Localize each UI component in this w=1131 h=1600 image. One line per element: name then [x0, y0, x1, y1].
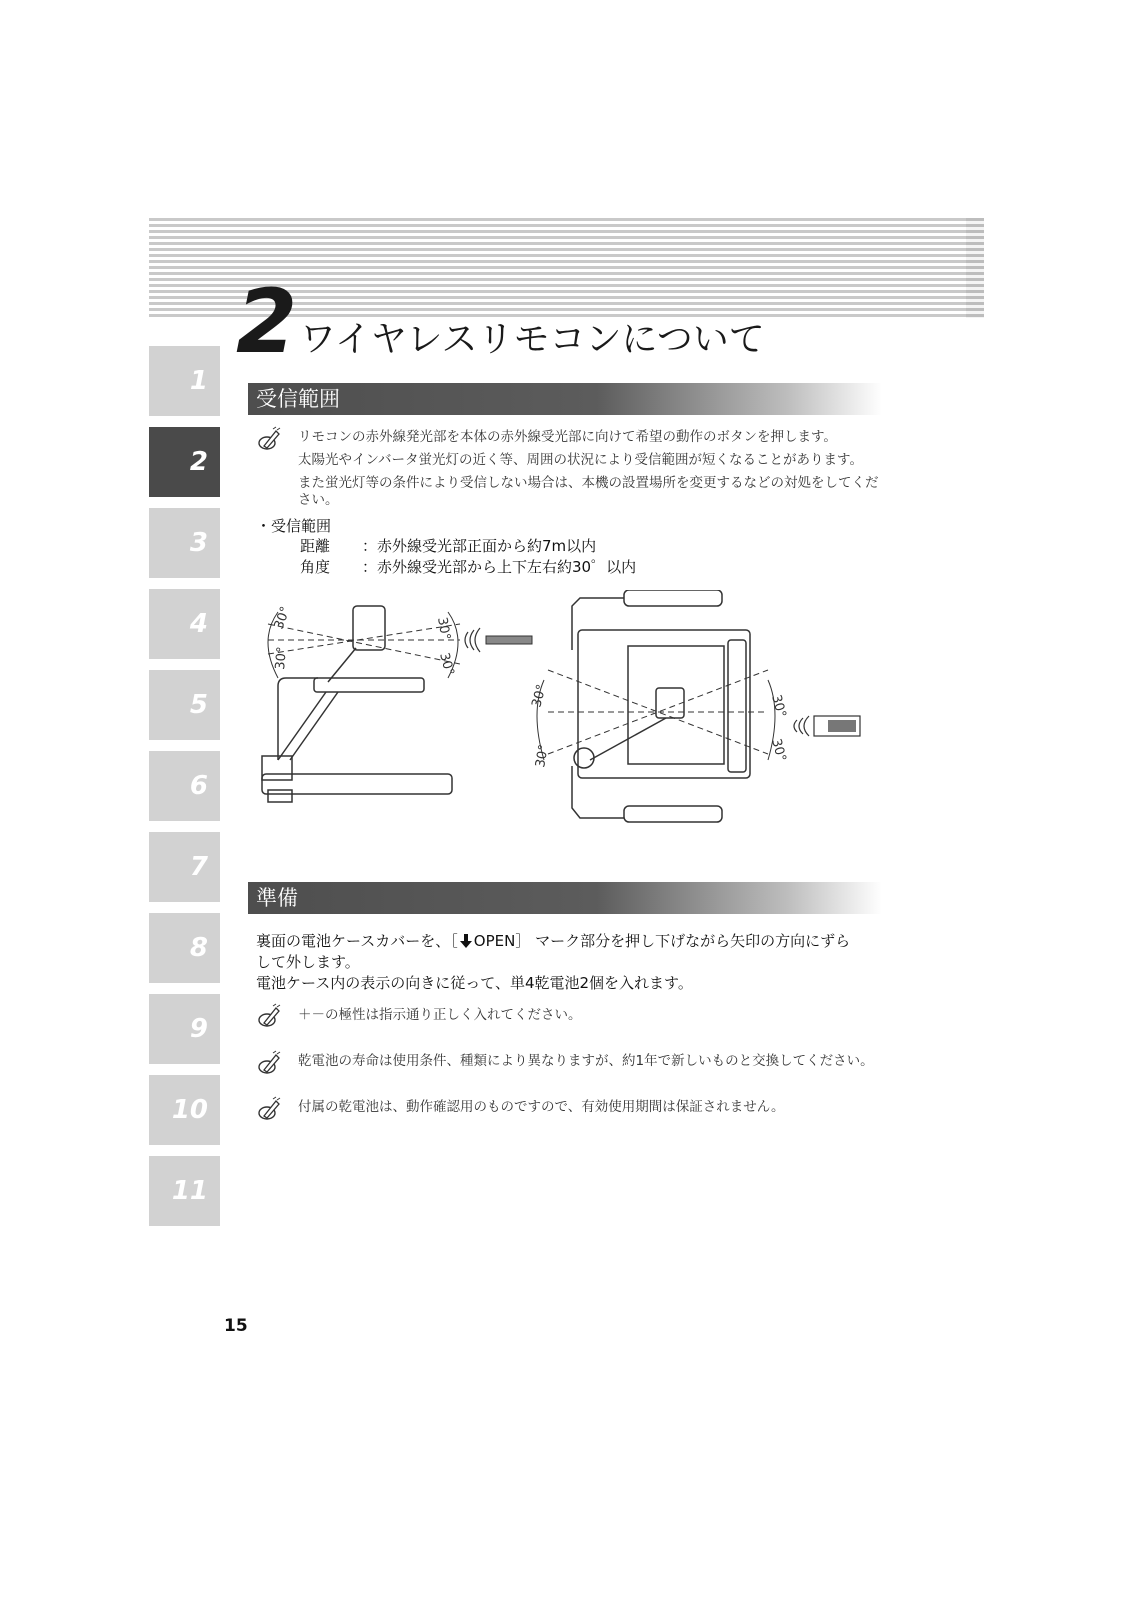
chapter-tab-7[interactable]: 7	[149, 832, 220, 902]
angle-mark: 30°	[533, 743, 552, 769]
pencil-note-icon	[256, 426, 282, 452]
angle-label: 角度	[300, 558, 331, 576]
range-heading: ・受信範囲	[256, 517, 332, 535]
chapter-tab-8[interactable]: 8	[149, 913, 220, 983]
prep-body-part: OPEN］ マーク部分を押し下げながら矢印の方向にずら	[473, 932, 851, 950]
note-line: 乾電池の寿命は使用条件、種類により異なりますが、約1年で新しいものと交換してください。	[298, 1053, 874, 1069]
reception-range-diagram	[248, 590, 888, 850]
angle-mark: 30°	[529, 682, 550, 710]
chapter-tab-2[interactable]: 2	[149, 427, 220, 497]
chapter-title: ワイヤレスリモコンについて	[300, 319, 765, 360]
angle-mark: 30°	[273, 646, 290, 671]
prep-body-line: して外します。	[256, 953, 360, 971]
prep-body-part: 裏面の電池ケースカバーを、［	[256, 932, 458, 950]
page-number: 15	[224, 1316, 248, 1336]
chapter-number: 2	[236, 270, 296, 373]
angle-mark: 30°	[436, 651, 457, 678]
chapter-tab-4[interactable]: 4	[149, 589, 220, 659]
prep-body-line: 電池ケース内の表示の向きに従って、単4乾電池2個を入れます。	[256, 974, 693, 992]
angle-mark: 30°	[271, 604, 294, 632]
pencil-note-icon	[256, 1096, 282, 1122]
note-line: ＋－の極性は指示通り正しく入れてください。	[298, 1007, 582, 1023]
distance-label: 距離	[300, 537, 331, 555]
note-line: また蛍光灯等の条件により受信しない場合は、本機の設置場所を変更するなどの対処をしてくだ	[298, 475, 879, 491]
pencil-note-icon	[256, 1003, 282, 1029]
chapter-tab-6[interactable]: 6	[149, 751, 220, 821]
remote-control-side	[465, 628, 532, 652]
note-line: 付属の乾電池は、動作確認用のものですので、有効使用期間は保証されません。	[298, 1099, 785, 1115]
top-view-illustration	[537, 590, 775, 822]
note-line: 太陽光やインバータ蛍光灯の近く等、周囲の状況により受信範囲が短くなることがあります。	[298, 452, 863, 468]
section-title-preparation: 準備	[248, 882, 882, 914]
prep-body-line	[256, 930, 850, 953]
pencil-note-icon	[256, 1050, 282, 1076]
section-title-reception-range: 受信範囲	[248, 383, 882, 415]
note-line: さい。	[298, 492, 339, 508]
chapter-tab-9[interactable]: 9	[149, 994, 220, 1064]
chapter-tab-3[interactable]: 3	[149, 508, 220, 578]
down-arrow-icon	[460, 932, 472, 946]
chapter-tab-10[interactable]: 10	[149, 1075, 220, 1145]
angle-mark: 30°	[768, 693, 789, 720]
angle-value: ：赤外線受光部から上下左右約30゜以内	[362, 558, 637, 576]
distance-value: ：赤外線受光部正面から約7m以内	[362, 537, 597, 555]
chapter-tab-1[interactable]: 1	[149, 346, 220, 416]
note-line: リモコンの赤外線発光部を本体の赤外線受光部に向けて希望の動作のボタンを押します。	[298, 429, 837, 445]
side-view-illustration	[262, 606, 460, 802]
angle-mark: 30°	[434, 616, 453, 642]
chapter-tab-5[interactable]: 5	[149, 670, 220, 740]
angle-mark: 30°	[768, 737, 789, 764]
remote-control-top	[794, 716, 860, 736]
chapter-tab-11[interactable]: 11	[149, 1156, 220, 1226]
chapter-tabs	[149, 346, 220, 1237]
